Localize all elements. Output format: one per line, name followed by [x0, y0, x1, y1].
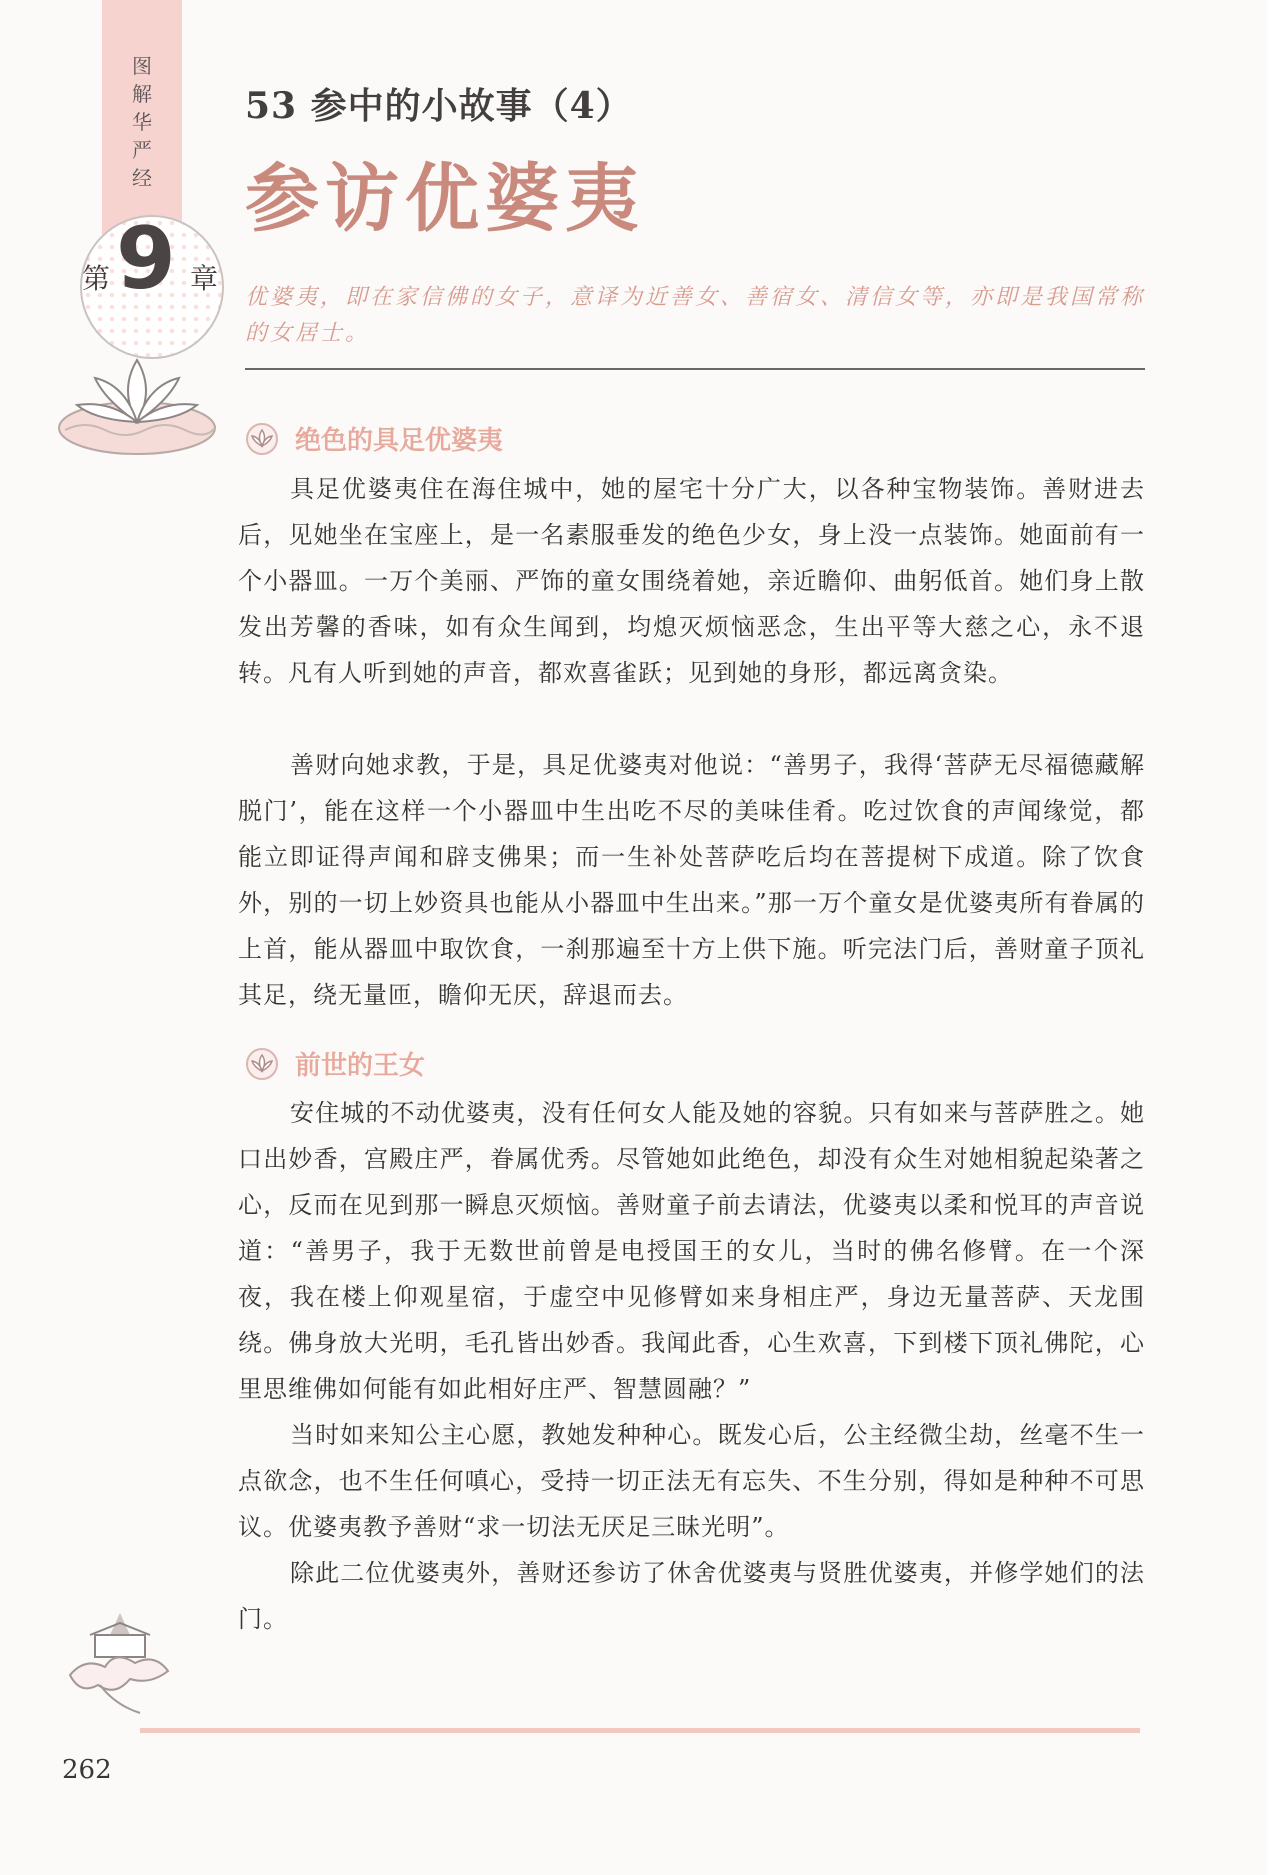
paragraph: 安住城的不动优婆夷，没有任何女人能及她的容貌。只有如来与菩萨胜之。她口出妙香，宫殿庄严，眷属优秀。尽管她如此绝色，却没有众生对她相貌起染著之心，反而在见到那一瞬息灭烦恼。善财童子前去请法，优婆夷以柔和悦耳的声音说道：“善男子，我于无数世前曾是电授国王的女儿，当时的佛名修臂。在一个深夜，我在楼上仰观星宿，于虚空中见修臂如来身相庄严，身边无量菩萨、天龙围绕。佛身放大光明，毛孔皆出妙香。我闻此香，心生欢喜，下到楼下顶礼佛陀，心里思维佛如何能有如此相好庄严、智慧圆融？” [238, 1099, 1145, 1403]
paragraph: 除此二位优婆夷外，善财还参访了休舍优婆夷与贤胜优婆夷，并修学她们的法门。 [238, 1559, 1145, 1633]
lotus-emblem-icon [245, 422, 279, 456]
footer-rule [140, 1728, 1140, 1733]
book-title-char: 解 [132, 82, 152, 106]
book-title-char: 经 [132, 166, 152, 190]
book-title-char: 严 [132, 138, 152, 162]
page-title: 参访优婆夷 [245, 156, 645, 242]
section-title: 前世的王女 [295, 1051, 426, 1081]
chapter-badge [72, 209, 232, 365]
intro-text: 优婆夷，即在家信佛的女子，意译为近善女、善宿女、清信女等，亦即是我国常称的女居士。 [245, 285, 1146, 346]
paragraph: 善财向她求教，于是，具足优婆夷对他说：“善男子，我得‘菩萨无尽福德藏解脱门’，能在这样一个小器皿中生出吃不尽的美味佳肴。吃过饮食的声闻缘觉，都能立即证得声闻和辟支佛果；而一生补处菩萨吃后均在菩提树下成道。除了饮食外，别的一切上妙资具也能从小器皿中生出来。”那一万个童女是优婆夷所有眷属的上首，能从器皿中取饮食，一刹那遍至十方上供下施。听完法门后，善财童子顶礼其足，绕无量匝，瞻仰无厌，辞退而去。 [238, 751, 1145, 1009]
divider [245, 368, 1145, 370]
chapter-number: 9 [116, 209, 176, 309]
lotus-icon [55, 350, 220, 460]
section-heading [245, 1045, 425, 1082]
page-subtitle: 53 参中的小故事（4） [245, 85, 633, 127]
paragraph: 当时如来知公主心愿，教她发种种心。既发心后，公主经微尘劫，丝毫不生一点欲念，也不生任何嗔心，受持一切正法无有忘失、不生分别，得如是种种不可思议。优婆夷教予善财“求一切法无厌足三昧光明”。 [238, 1421, 1145, 1541]
lotus-emblem-icon [245, 1047, 279, 1081]
section-title: 绝色的具足优婆夷 [295, 426, 504, 456]
chapter-suffix: 章 [190, 262, 219, 295]
chapter-prefix: 第 [82, 262, 111, 295]
section-heading [245, 420, 503, 457]
book-title-char: 图 [132, 54, 152, 78]
cloud-ornament-icon [60, 1605, 180, 1715]
book-title-char: 华 [132, 110, 152, 134]
book-title-vertical [120, 52, 164, 192]
page-number: 262 [62, 1755, 112, 1785]
paragraph: 具足优婆夷住在海住城中，她的屋宅十分广大，以各种宝物装饰。善财进去后，见她坐在宝座上，是一名素服垂发的绝色少女，身上没一点装饰。她面前有一个小器皿。一万个美丽、严饰的童女围绕着她，亲近瞻仰、曲躬低首。她们身上散发出芳馨的香味，如有众生闻到，均熄灭烦恼恶念，生出平等大慈之心，永不退转。凡有人听到她的声音，都欢喜雀跃；见到她的身形，都远离贪染。 [238, 475, 1145, 687]
